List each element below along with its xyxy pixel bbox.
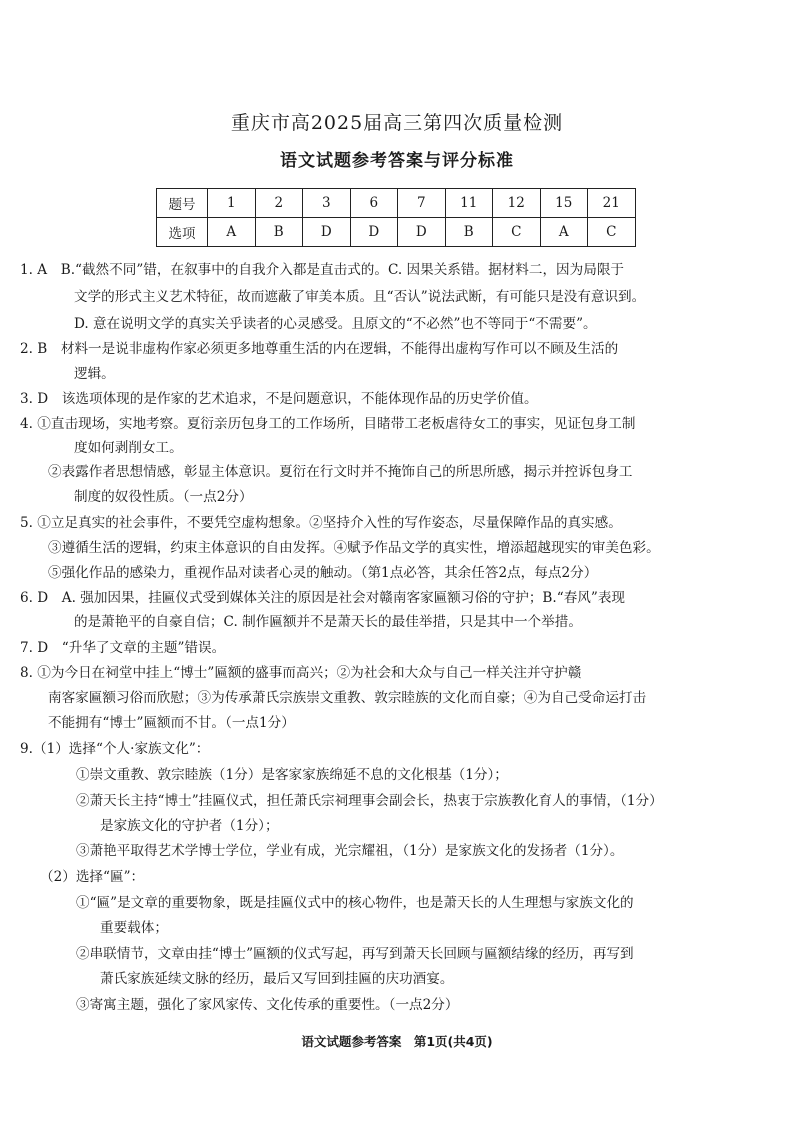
- page-footer: 语文试题参考答案 第1页(共4页): [301, 1034, 493, 1049]
- answer-line: 制度的奴役性质。（一点2分）: [74, 489, 253, 505]
- answer-option-cell: D: [350, 218, 398, 247]
- answer-line: 的是萧艳平的自豪自信；C. 制作匾额并不是萧天长的最佳举措，只是其中一个举措。: [74, 614, 582, 630]
- answer-line: （2）选择“匾”：: [40, 869, 145, 885]
- question-number-cell: 15: [540, 189, 588, 218]
- answer-line: 9.（1）选择“个人·家族文化”：: [20, 741, 210, 757]
- answer-line: ⑤强化作品的感染力，重视作品对读者心灵的触动。（第1点必答，其余任答2点，每点2分）: [48, 565, 598, 581]
- answer-option-cell: A: [208, 218, 256, 247]
- question-number-cell: 2: [255, 189, 303, 218]
- answer-line: ③遵循生活的逻辑，约束主体意识的自由发挥。④赋予作品文学的真实性，增添超越现实的审美色彩。: [48, 540, 660, 556]
- answer-line: 是家族文化的守护者（1分）；: [100, 818, 279, 834]
- answer-line: 4. ①直击现场，实地考察。夏衍亲历包身工的工作场所，目睹带工老板虐待女工的事实，见证包身工制: [20, 416, 636, 432]
- answer-line: ②串联情节，文章由挂“博士”匾额的仪式写起，再写到萧天长回顾与匾额结缘的经历，再写到: [76, 946, 634, 962]
- answer-line: ①崇文重教、敦宗睦族（1分）是客家家族绵延不息的文化根基（1分）；: [76, 767, 508, 783]
- answer-line: ③寄寓主题，强化了家风家传、文化传承的重要性。（一点2分）: [76, 997, 459, 1013]
- answer-line: ②表露作者思想情感，彰显主体意识。夏衍在行文时并不掩饰自己的所思所感，揭示并控诉包身工: [48, 464, 633, 480]
- answer-line: 3. D 该选项体现的是作家的艺术追求，不是问题意识，不能体现作品的历史学价值。: [20, 391, 538, 407]
- answer-line: 7. D “升华了文章的主题”错误。: [20, 640, 226, 656]
- answer-row-label: 选项: [157, 218, 208, 247]
- answer-option-row: [157, 218, 636, 247]
- answer-line: ③萧艳平取得艺术学博士学位，学业有成，光宗耀祖，（1分）是家族文化的发扬者（1分）。: [76, 843, 624, 859]
- answer-table: [156, 188, 636, 247]
- answer-line: 不能拥有“博士”匾额而不甘。（一点1分）: [48, 715, 295, 731]
- answer-line: 南客家匾额习俗而欣慰；③为传承萧氏宗族崇文重教、敦宗睦族的文化而自豪；④为自己受命运打击: [48, 690, 647, 706]
- question-number-cell: 12: [493, 189, 541, 218]
- answer-line: 1. A B.“截然不同”错，在叙事中的自我介入都是直击式的。C. 因果关系错。据材料二，因为局限于: [20, 262, 625, 278]
- question-number-cell: 6: [350, 189, 398, 218]
- answer-line: 度如何剥削女工。: [74, 440, 183, 456]
- answer-line: 2. B 材料一是说非虚构作家必须更多地尊重生活的内在逻辑，不能得出虚构写作可以不顾及生活的: [20, 341, 619, 357]
- question-number-cell: 3: [303, 189, 351, 218]
- answer-line: 萧氏家族延续文脉的经历，最后又写回到挂匾的庆功酒宴。: [100, 971, 454, 987]
- question-number-cell: 1: [208, 189, 256, 218]
- answer-line: ①“匾”是文章的重要物象，既是挂匾仪式中的核心物件，也是萧天长的人生理想与家族文化的: [76, 895, 634, 911]
- question-number-cell: 11: [445, 189, 493, 218]
- page-subtitle: 语文试题参考答案与评分标准: [280, 151, 514, 171]
- answer-line: 文学的形式主义艺术特征，故而遮蔽了审美本质。且“否认”说法武断，有可能只是没有意识到。: [74, 289, 646, 305]
- answer-option-cell: D: [303, 218, 351, 247]
- answer-option-cell: B: [255, 218, 303, 247]
- question-number-cell: 7: [398, 189, 446, 218]
- question-number-row: [157, 189, 636, 218]
- answer-line: 5. ①立足真实的社会事件，不要凭空虚构想象。②坚持介入性的写作姿态，尽量保障作品的真实感。: [20, 515, 622, 531]
- answer-option-cell: C: [588, 218, 636, 247]
- page-title: 重庆市高2025届高三第四次质量检测: [230, 112, 564, 134]
- answer-line: 6. D A. 强加因果，挂匾仪式受到媒体关注的原因是社会对赣南客家匾额习俗的守护；B.“春风”表现: [20, 590, 626, 606]
- answer-option-cell: A: [540, 218, 588, 247]
- answer-line: 逻辑。: [74, 366, 115, 382]
- answer-line: 重要载体；: [100, 920, 168, 936]
- question-row-label: 题号: [157, 189, 208, 218]
- answer-line: D. 意在说明文学的真实关乎读者的心灵感受。且原文的“不必然”也不等同于“不需要”。: [74, 316, 597, 332]
- answer-line: 8. ①为今日在祠堂中挂上“博士”匾额的盛事而高兴；②为社会和大众与自己一样关注并守护赣: [20, 665, 582, 681]
- answer-option-cell: D: [398, 218, 446, 247]
- question-number-cell: 21: [588, 189, 636, 218]
- answer-option-cell: C: [493, 218, 541, 247]
- answer-option-cell: B: [445, 218, 493, 247]
- answer-line: ②萧天长主持“博士”挂匾仪式，担任萧氏宗祠理事会副会长，热衷于宗族教化育人的事情，（1分）: [76, 793, 663, 809]
